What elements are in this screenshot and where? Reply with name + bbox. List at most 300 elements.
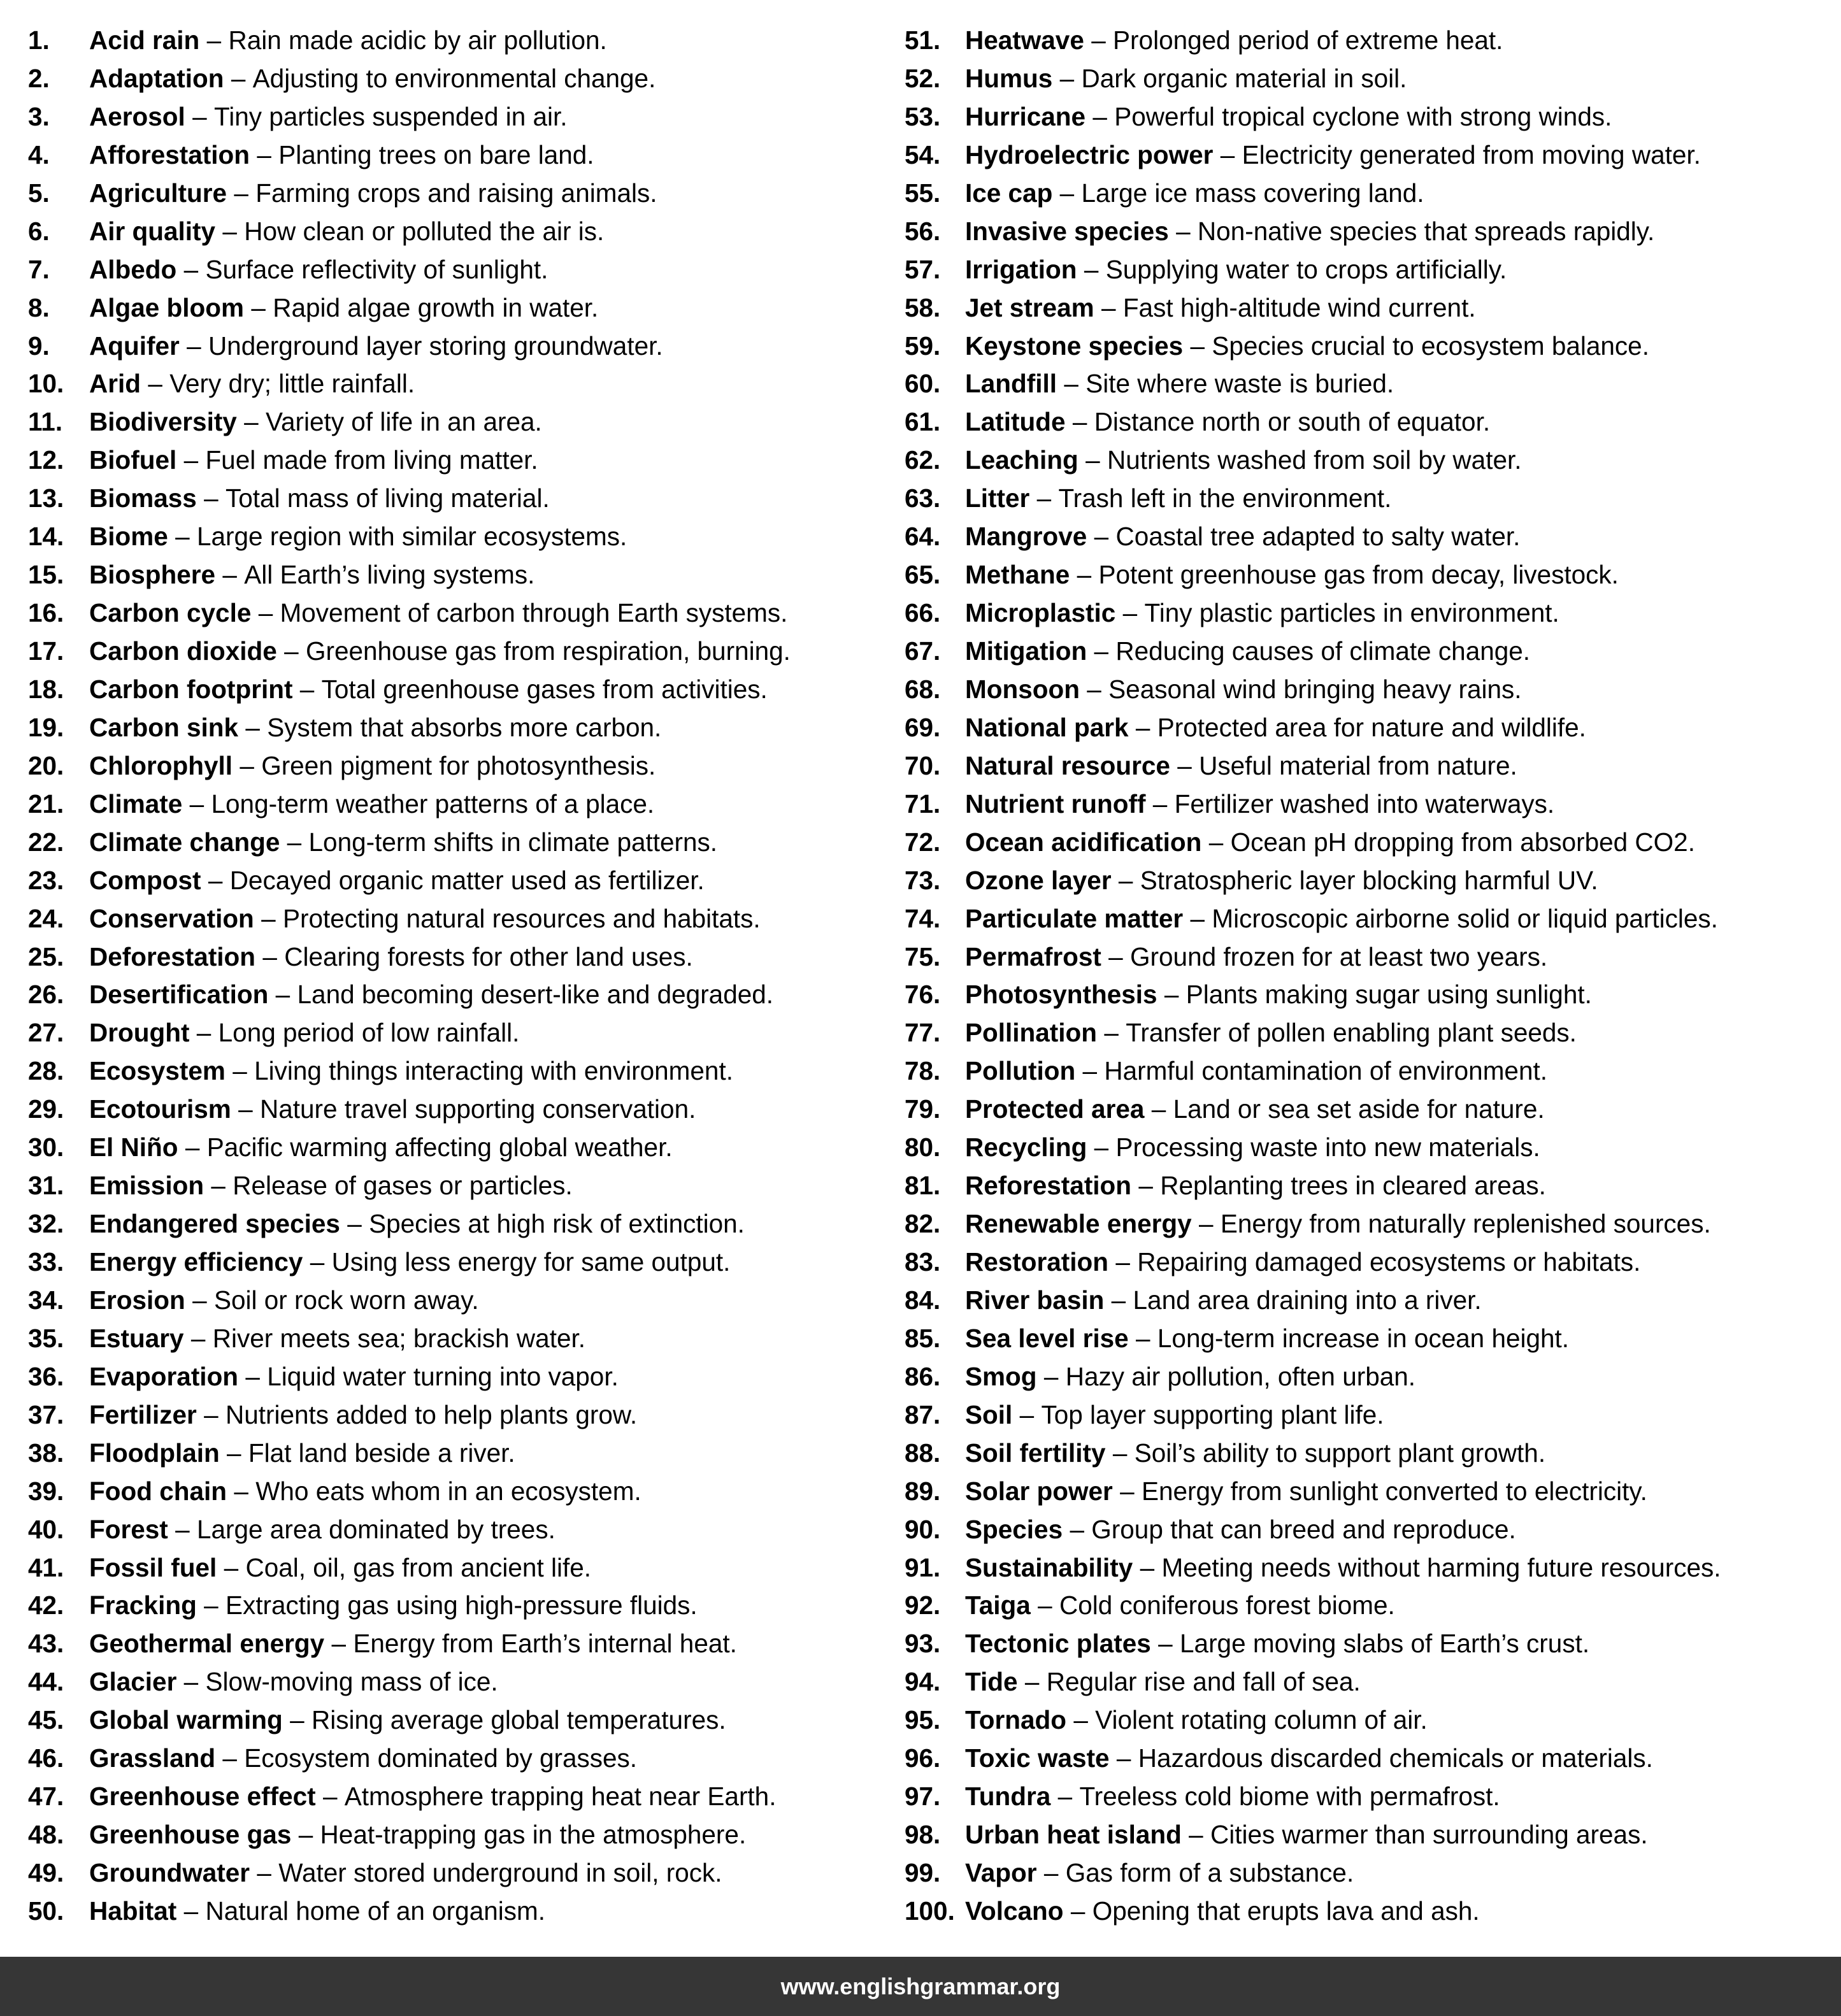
item-separator: –	[208, 865, 223, 895]
item-number: 24.	[28, 903, 64, 933]
item-number: 83.	[905, 1247, 941, 1276]
item-number: 64.	[905, 522, 941, 552]
item-definition: Electricity generated from moving water.	[1242, 139, 1701, 169]
glossary-item	[28, 1625, 882, 1663]
item-term: Compost	[89, 865, 201, 895]
item-definition: Cities warmer than surrounding areas.	[1210, 1820, 1648, 1850]
item-term: Adaptation	[89, 63, 224, 93]
glossary-item	[28, 1167, 882, 1205]
item-term: Fossil fuel	[89, 1552, 217, 1582]
glossary-item	[28, 556, 882, 594]
glossary-item	[905, 976, 1835, 1014]
item-definition: Nature travel supporting conservation.	[259, 1094, 696, 1124]
item-term: Desertification	[89, 980, 269, 1010]
glossary-item	[28, 1014, 882, 1052]
item-definition: Trash left in the environment.	[1058, 483, 1392, 513]
item-separator: –	[175, 522, 190, 552]
item-definition: Tiny plastic particles in environment.	[1144, 598, 1559, 628]
item-separator: –	[1111, 1285, 1126, 1315]
item-separator: –	[1151, 1094, 1166, 1124]
item-term: Deforestation	[89, 941, 256, 971]
glossary-item	[905, 938, 1835, 976]
item-separator: –	[1177, 750, 1192, 780]
glossary-item	[905, 1625, 1835, 1663]
item-separator: –	[238, 1094, 253, 1124]
item-separator: –	[287, 827, 302, 857]
item-definition: Liquid water turning into vapor.	[267, 1361, 619, 1391]
item-term: Greenhouse effect	[89, 1782, 316, 1812]
glossary-item	[905, 1587, 1835, 1625]
item-definition: Movement of carbon through Earth systems.	[280, 598, 788, 628]
item-definition: Hazy air pollution, often urban.	[1065, 1361, 1416, 1391]
item-term: Air quality	[89, 216, 216, 246]
item-number: 8.	[28, 292, 50, 322]
item-number: 61.	[905, 407, 941, 437]
item-number: 88.	[905, 1438, 941, 1468]
item-number: 97.	[905, 1782, 941, 1812]
glossary-item	[28, 289, 882, 327]
glossary-item	[28, 938, 882, 976]
glossary-item	[28, 1778, 882, 1816]
glossary-item	[905, 480, 1835, 518]
item-definition: Prolonged period of extreme heat.	[1113, 25, 1503, 55]
glossary-item	[28, 1892, 882, 1931]
item-separator: –	[222, 1743, 237, 1773]
item-definition: Ecosystem dominated by grasses.	[244, 1743, 638, 1773]
item-term: Biofuel	[89, 445, 177, 475]
item-separator: –	[175, 1514, 190, 1544]
item-separator: –	[204, 1591, 218, 1620]
item-definition: Fertilizer washed into waterways.	[1174, 789, 1555, 819]
item-separator: –	[347, 1209, 362, 1239]
item-term: Latitude	[965, 407, 1066, 437]
item-number: 67.	[905, 636, 941, 666]
glossary-item	[28, 1740, 882, 1778]
item-number: 20.	[28, 750, 64, 780]
glossary-item	[905, 1205, 1835, 1243]
item-separator: –	[234, 1476, 248, 1506]
item-number: 74.	[905, 903, 941, 933]
glossary-item	[905, 1816, 1835, 1854]
item-number: 41.	[28, 1552, 64, 1582]
item-term: Biome	[89, 522, 168, 552]
item-term: Evaporation	[89, 1361, 239, 1391]
item-definition: Protecting natural resources and habitats.	[283, 903, 761, 933]
item-number: 13.	[28, 483, 64, 513]
glossary-item	[28, 327, 882, 366]
item-term: Estuary	[89, 1323, 184, 1353]
item-term: Biomass	[89, 483, 197, 513]
item-definition: Non-native species that spreads rapidly.	[1197, 216, 1655, 246]
glossary-item	[905, 747, 1835, 785]
item-separator: –	[187, 331, 201, 361]
item-term: Invasive species	[965, 216, 1169, 246]
item-definition: Surface reflectivity of sunlight.	[205, 254, 548, 284]
glossary-item	[28, 175, 882, 213]
item-definition: Reducing causes of climate change.	[1115, 636, 1531, 666]
item-definition: Land becoming desert-like and degraded.	[297, 980, 774, 1010]
item-term: Species	[965, 1514, 1063, 1544]
item-number: 42.	[28, 1591, 64, 1620]
item-separator: –	[1176, 216, 1191, 246]
item-term: Carbon footprint	[89, 674, 293, 704]
item-number: 18.	[28, 674, 64, 704]
item-separator: –	[1059, 178, 1075, 208]
item-definition: Total greenhouse gases from activities.	[321, 674, 768, 704]
item-separator: –	[275, 980, 290, 1010]
item-definition: Distance north or south of equator.	[1094, 407, 1491, 437]
item-definition: Species crucial to ecosystem balance.	[1212, 331, 1649, 361]
item-separator: –	[1070, 1896, 1085, 1926]
glossary-item	[905, 1396, 1835, 1434]
item-number: 9.	[28, 331, 50, 361]
item-definition: Long period of low rainfall.	[218, 1018, 520, 1048]
item-term: Carbon sink	[89, 712, 239, 742]
item-definition: Processing waste into new materials.	[1115, 1133, 1540, 1162]
item-term: Hydroelectric power	[965, 139, 1214, 169]
item-term: Glacier	[89, 1667, 177, 1697]
item-separator: –	[1164, 980, 1179, 1010]
item-term: Nutrient runoff	[965, 789, 1146, 819]
item-term: Mitigation	[965, 636, 1087, 666]
item-term: Greenhouse gas	[89, 1820, 292, 1850]
glossary-item	[905, 785, 1835, 824]
item-term: Albedo	[89, 254, 177, 284]
item-term: Pollution	[965, 1056, 1076, 1086]
item-term: Taiga	[965, 1591, 1031, 1620]
item-term: Sustainability	[965, 1552, 1133, 1582]
item-separator: –	[1043, 1361, 1059, 1391]
glossary-item	[28, 441, 882, 480]
glossary-item	[905, 1511, 1835, 1549]
item-separator: –	[244, 407, 259, 437]
item-number: 4.	[28, 139, 50, 169]
item-number: 53.	[905, 101, 941, 131]
item-separator: –	[183, 254, 199, 284]
item-definition: Plants making sugar using sunlight.	[1186, 980, 1592, 1010]
item-number: 55.	[905, 178, 941, 208]
glossary-item	[28, 1549, 882, 1587]
item-number: 59.	[905, 331, 941, 361]
glossary-item	[28, 60, 882, 98]
item-term: Acid rain	[89, 25, 200, 55]
item-separator: –	[1116, 1743, 1131, 1773]
item-term: Algae bloom	[89, 292, 245, 322]
item-separator: –	[189, 789, 204, 819]
item-term: Urban heat island	[965, 1820, 1182, 1850]
item-separator: –	[1189, 1820, 1203, 1850]
item-separator: –	[245, 1361, 260, 1391]
item-definition: River meets sea; brackish water.	[212, 1323, 585, 1353]
glossary-item	[905, 1663, 1835, 1701]
glossary-item	[905, 671, 1835, 709]
item-definition: Tiny particles suspended in air.	[213, 101, 568, 131]
item-number: 81.	[905, 1171, 941, 1201]
item-term: Particulate matter	[965, 903, 1184, 933]
item-separator: –	[1059, 63, 1075, 93]
item-definition: Repairing damaged ecosystems or habitats.	[1137, 1247, 1641, 1276]
glossary-item	[28, 824, 882, 862]
item-number: 37.	[28, 1399, 64, 1429]
glossary-item	[905, 900, 1835, 938]
item-definition: Ocean pH dropping from absorbed CO2.	[1230, 827, 1695, 857]
item-number: 70.	[905, 750, 941, 780]
glossary-item	[28, 365, 882, 403]
item-definition: Energy from naturally replenished sources.	[1220, 1209, 1711, 1239]
item-number: 34.	[28, 1285, 64, 1315]
item-term: Fracking	[89, 1591, 197, 1620]
item-term: Smog	[965, 1361, 1037, 1391]
item-separator: –	[1120, 1476, 1135, 1506]
item-separator: –	[183, 1667, 199, 1697]
glossary-item	[28, 251, 882, 289]
item-term: Jet stream	[965, 292, 1094, 322]
glossary-item	[905, 1778, 1835, 1816]
glossary-item	[28, 98, 882, 136]
item-separator: –	[1064, 369, 1078, 399]
glossary-item	[905, 1434, 1835, 1473]
item-number: 71.	[905, 789, 941, 819]
item-number: 75.	[905, 941, 941, 971]
item-number: 60.	[905, 369, 941, 399]
item-definition: Pacific warming affecting global weather.	[206, 1133, 673, 1162]
item-number: 73.	[905, 865, 941, 895]
item-term: Climate change	[89, 827, 280, 857]
item-definition: Adjusting to environmental change.	[252, 63, 656, 93]
item-number: 56.	[905, 216, 941, 246]
item-term: Drought	[89, 1018, 190, 1048]
item-definition: Useful material from nature.	[1199, 750, 1517, 780]
item-number: 54.	[905, 139, 941, 169]
item-separator: –	[1122, 598, 1138, 628]
item-number: 3.	[28, 101, 50, 131]
item-number: 85.	[905, 1323, 941, 1353]
item-definition: Site where waste is buried.	[1085, 369, 1394, 399]
item-number: 22.	[28, 827, 64, 857]
item-number: 96.	[905, 1743, 941, 1773]
glossary-item	[28, 1052, 882, 1090]
item-separator: –	[1084, 254, 1099, 284]
item-separator: –	[204, 483, 218, 513]
item-number: 79.	[905, 1094, 941, 1124]
item-term: Tundra	[965, 1782, 1051, 1812]
item-term: Climate	[89, 789, 183, 819]
item-number: 62.	[905, 445, 941, 475]
item-number: 69.	[905, 712, 941, 742]
item-separator: –	[1085, 445, 1100, 475]
item-separator: –	[185, 1133, 200, 1162]
item-number: 43.	[28, 1629, 64, 1659]
item-definition: Violent rotating column of air.	[1095, 1705, 1428, 1735]
glossary-item	[28, 213, 882, 251]
item-definition: Variety of life in an area.	[266, 407, 542, 437]
item-definition: Land area draining into a river.	[1133, 1285, 1482, 1315]
item-term: Landfill	[965, 369, 1057, 399]
glossary-item	[905, 862, 1835, 900]
glossary-item	[905, 1549, 1835, 1587]
item-separator: –	[1190, 903, 1205, 933]
item-term: Agriculture	[89, 178, 227, 208]
item-separator: –	[204, 1399, 218, 1429]
item-separator: –	[1036, 483, 1052, 513]
item-separator: –	[261, 903, 276, 933]
glossary-item	[905, 251, 1835, 289]
item-term: Leaching	[965, 445, 1078, 475]
item-separator: –	[1108, 941, 1123, 971]
item-number: 26.	[28, 980, 64, 1010]
item-definition: Water stored underground in soil, rock.	[278, 1858, 722, 1887]
glossary-item	[905, 824, 1835, 862]
item-definition: Rapid algae growth in water.	[273, 292, 599, 322]
item-definition: Powerful tropical cyclone with strong winds.	[1114, 101, 1612, 131]
item-definition: Farming crops and raising animals.	[255, 178, 657, 208]
item-definition: Planting trees on bare land.	[278, 139, 594, 169]
item-term: Floodplain	[89, 1438, 220, 1468]
item-term: Permafrost	[965, 941, 1101, 971]
item-separator: –	[1115, 1247, 1130, 1276]
item-term: Ozone layer	[965, 865, 1112, 895]
item-separator: –	[1057, 1782, 1073, 1812]
item-number: 94.	[905, 1667, 941, 1697]
item-number: 36.	[28, 1361, 64, 1391]
item-separator: –	[1101, 292, 1116, 322]
item-term: Humus	[965, 63, 1053, 93]
item-number: 86.	[905, 1361, 941, 1391]
item-term: Food chain	[89, 1476, 227, 1506]
item-definition: Nutrients added to help plants grow.	[226, 1399, 638, 1429]
item-term: Ocean acidification	[965, 827, 1202, 857]
item-definition: Top layer supporting plant life.	[1041, 1399, 1384, 1429]
glossary-item	[28, 862, 882, 900]
item-number: 10.	[28, 369, 64, 399]
item-term: Recycling	[965, 1133, 1087, 1162]
item-definition: Heat-trapping gas in the atmosphere.	[320, 1820, 747, 1850]
item-number: 57.	[905, 254, 941, 284]
glossary-item	[905, 1282, 1835, 1320]
item-separator: –	[222, 216, 237, 246]
item-separator: –	[1070, 1514, 1084, 1544]
item-term: Aquifer	[89, 331, 180, 361]
item-separator: –	[190, 1323, 206, 1353]
item-number: 28.	[28, 1056, 64, 1086]
glossary-item	[28, 976, 882, 1014]
item-term: Microplastic	[965, 598, 1116, 628]
item-separator: –	[196, 1018, 211, 1048]
item-definition: Long-term shifts in climate patterns.	[308, 827, 718, 857]
glossary-item	[28, 22, 882, 60]
item-term: Soil fertility	[965, 1438, 1106, 1468]
item-separator: –	[1087, 674, 1101, 704]
item-number: 27.	[28, 1018, 64, 1048]
item-number: 2.	[28, 63, 50, 93]
glossary-item	[905, 1854, 1835, 1892]
item-term: Toxic waste	[965, 1743, 1110, 1773]
item-number: 82.	[905, 1209, 941, 1239]
item-number: 7.	[28, 254, 50, 284]
item-number: 68.	[905, 674, 941, 704]
item-separator: –	[1094, 636, 1109, 666]
glossary-item	[905, 136, 1835, 175]
item-number: 21.	[28, 789, 64, 819]
item-number: 17.	[28, 636, 64, 666]
item-definition: Treeless cold biome with permafrost.	[1079, 1782, 1500, 1812]
item-number: 92.	[905, 1591, 941, 1620]
item-term: Solar power	[965, 1476, 1113, 1506]
item-separator: –	[1073, 1705, 1088, 1735]
glossary-item	[28, 1129, 882, 1167]
item-term: Sea level rise	[965, 1323, 1129, 1353]
item-definition: Rising average global temperatures.	[311, 1705, 726, 1735]
item-definition: Underground layer storing groundwater.	[208, 331, 663, 361]
glossary-item	[905, 1090, 1835, 1129]
footer-bar	[0, 1957, 1841, 2016]
glossary-item	[28, 1090, 882, 1129]
glossary-item	[905, 365, 1835, 403]
item-definition: Harmful contamination of environment.	[1104, 1056, 1547, 1086]
item-number: 30.	[28, 1133, 64, 1162]
item-term: Heatwave	[965, 25, 1084, 55]
glossary-item	[905, 289, 1835, 327]
glossary-item	[28, 709, 882, 747]
item-number: 80.	[905, 1133, 941, 1162]
glossary-item	[28, 480, 882, 518]
item-separator: –	[290, 1705, 304, 1735]
item-number: 35.	[28, 1323, 64, 1353]
glossary-item	[28, 136, 882, 175]
item-term: Biosphere	[89, 560, 216, 590]
item-number: 44.	[28, 1667, 64, 1697]
item-separator: –	[298, 1820, 313, 1850]
item-definition: Decayed organic matter used as fertilizer.	[229, 865, 705, 895]
item-separator: –	[192, 1285, 207, 1315]
glossary-item	[905, 1243, 1835, 1282]
item-separator: –	[1024, 1667, 1040, 1697]
item-separator: –	[331, 1629, 346, 1659]
glossary-column-right	[905, 22, 1835, 1931]
glossary-item	[905, 518, 1835, 556]
item-definition: Green pigment for photosynthesis.	[261, 750, 656, 780]
glossary-item	[28, 785, 882, 824]
item-term: Keystone species	[965, 331, 1184, 361]
item-definition: How clean or polluted the air is.	[244, 216, 605, 246]
item-definition: Coastal tree adapted to salty water.	[1115, 522, 1521, 552]
item-definition: Large area dominated by trees.	[196, 1514, 555, 1544]
glossary-item	[905, 60, 1835, 98]
glossary-item	[905, 1740, 1835, 1778]
item-term: Pollination	[965, 1018, 1097, 1048]
item-separator: –	[222, 560, 237, 590]
item-definition: Microscopic airborne solid or liquid particles.	[1212, 903, 1718, 933]
item-separator: –	[1118, 865, 1133, 895]
item-number: 33.	[28, 1247, 64, 1276]
glossary-item	[905, 1320, 1835, 1358]
item-separator: –	[227, 1438, 241, 1468]
item-separator: –	[251, 292, 266, 322]
item-definition: Rain made acidic by air pollution.	[228, 25, 607, 55]
item-number: 16.	[28, 598, 64, 628]
item-definition: Species at high risk of extinction.	[369, 1209, 745, 1239]
item-definition: Slow-moving mass of ice.	[205, 1667, 498, 1697]
item-term: Litter	[965, 483, 1030, 513]
item-term: Monsoon	[965, 674, 1080, 704]
item-separator: –	[284, 636, 299, 666]
glossary-item	[28, 403, 882, 441]
item-number: 84.	[905, 1285, 941, 1315]
item-term: Ice cap	[965, 178, 1053, 208]
item-number: 25.	[28, 941, 64, 971]
item-separator: –	[1208, 827, 1224, 857]
item-separator: –	[1140, 1552, 1155, 1582]
